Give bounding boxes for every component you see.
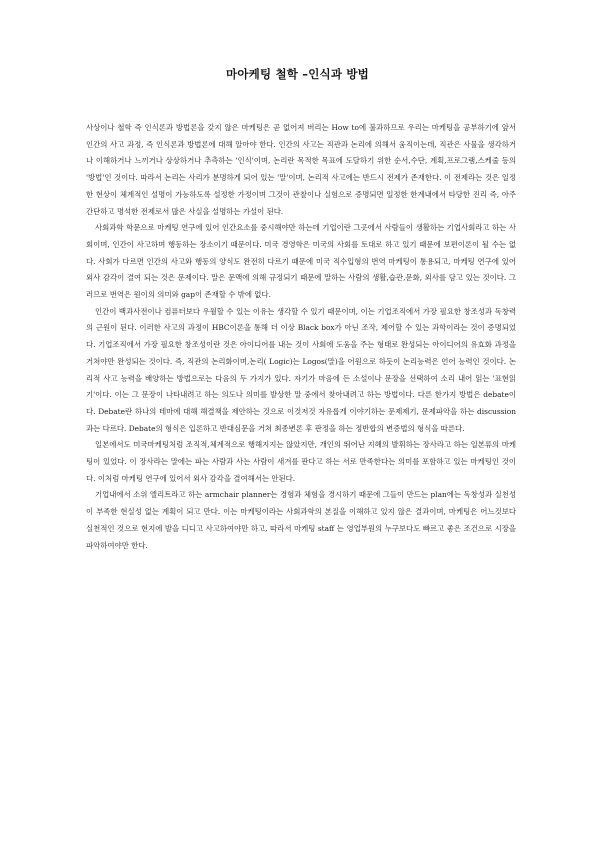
- document-title: 마아케팅 철학 –인식과 방법: [226, 67, 369, 81]
- paragraph-4: 일본에서도 미국마케팅처럼 조직적,체계적으로 행해지지는 않았지만, 개인의 뛰어난 지혜의 발휘하는 장사라고 하는 일본류의 마케팅이 있었다. 이 장사라는 말에는 파는 사람과 사는 사람이 새겨를 판다고 하는 서로 만족한다는 의미를 포함하고 있는 마케팅인 것이다. 이처럼 마케팅 연구에 있어서 외사 감각을 결여해서는 안된다.: [86, 440, 516, 483]
- paragraph-5: 기업내에서 소위 엘리트라고 하는 armchair planner는 경험과 체험을 경시하기 때문에 그들이 만드는 plan에는 독창성과 실천성이 부족한 현실성 없는 계획이 되고 만다. 이는 마케팅이라는 사회과학의 본질을 이해하고 있지 않은 결과이며, 마케팅은 어느것보다 실천적인 것으로 현지에 발을 디디고 사고하여야만 하고, 따라서 마케팅 staff 는 영업부원의 누구보다도 빠르고 좋은 조건으로 시장을 파악하여야만 한다.: [86, 490, 516, 550]
- paragraph-2: 사회과학 학문으로 마케팅 연구에 있어 인간요소를 중시해야만 하는데 기업이란 그곳에서 사람들이 생활하는 기업사회라고 하는 사회이며, 인간이 사고하며 행동하는 장소이기 때문이다. 미국 경영학은 미국의 사회를 토대로 하고 있기 때문에 보편이론이 될 수는 없다. 사회가 다르면 인간의 사고와 행동의 양식도 완전히 다르기 때문에 미국 직수입형의 번역 마케팅이 통용되고, 마케팅 연구에 있어 외사 감각이 결여 되는 것은 문제이다. 말은 문맥에 의해 규정되기 때문에 말하는 사람의 생활,습관,문화, 외사를 담고 있는 것이다. 그러므로 번역은 원이의 의미와 gap이 존재할 수 밖에 없다.: [86, 223, 516, 300]
- paragraph-3: 인간이 백과사전이나 컴퓨터보다 우월할 수 있는 이유는 생각할 수 있기 때문이며, 이는 기업조직에서 가장 필요한 창조성과 독창력의 근원이 된다. 이러한 사고의 과정이 HBC이론을 통해 더 이상 Black box가 아닌 조작, 제어할 수 있는 과학이라는 것이 증명되었다. 기업조직에서 가장 필요한 창조성이란 것은 아이디어를 내는 것이 사회에 도움을 주는 형태로 완성되는 아이디어의 유효화 과정을 거쳐야만 완성되는 것이다. 즉, 직관의 논리화이며,논리( Logic)는 Logos(말)을 어원으로 하듯이 논리능력은 언어 능력인 것이다. 논리적 사고 능력을 배양하는 방법으로는 다음의 두 가지가 있다. 자기가 마음에 든 소설이나 문장을 선택하여 소리 내어 읽는 '표현읽기'이다. 이는 그 문장이 나타내려고 하는 의도나 의미를 발상한 말 중에서 찾아내려고 하는 방법이다. 다른 한가지 방법은 debate이다. Debate란 하나의 테마에 대해 해결책을 제안하는 것으로 이것저것 자유롭게 이야기하는 문제제기, 문제파악을 하는 discussion과는 다르다. Debate의 형식은 입론하고 반대심문을 거쳐 최종변론 후 판정을 하는 정반합의 변증법의 형식을 따른다.: [86, 306, 516, 433]
- paragraph-1: 사상이나 철학 즉 인식론과 방법론을 갖지 않은 마케팅은 곧 없어져 버리는 How to에 불과하므로 우리는 마케팅을 공부하기에 앞서 인간의 사고 과정, 즉 인식론과 방법론에 대해 알아야 한다. 인간의 사고는 직관과 논리에 의해서 움직이는데, 직관은 사물을 생각하거나 이해하거나 느끼거나 상상하거나 추측하는 '인식'이며, 논리란 목적한 목표에 도달하기 위한 순서,수단, 계획,프로그램,스케줄 등의 '방법'인 것이다. 따라서 논리는 사리가 분명하게 되어 있는 '말'이며, 논리적 사고에는 반드시 전제가 존재한다. 이 전제라는 것은 일정한 현상이 체계적인 설명이 가능하도록 설정한 가정이며 그것이 관찰이나 실험으로 증명되면 일정한 한계내에서 타당한 진리 즉, 아주 간단하고 명석한 전제로서 많은 사실을 설명하는 가설이 된다.: [86, 123, 516, 216]
- document-body: [86, 120, 516, 554]
